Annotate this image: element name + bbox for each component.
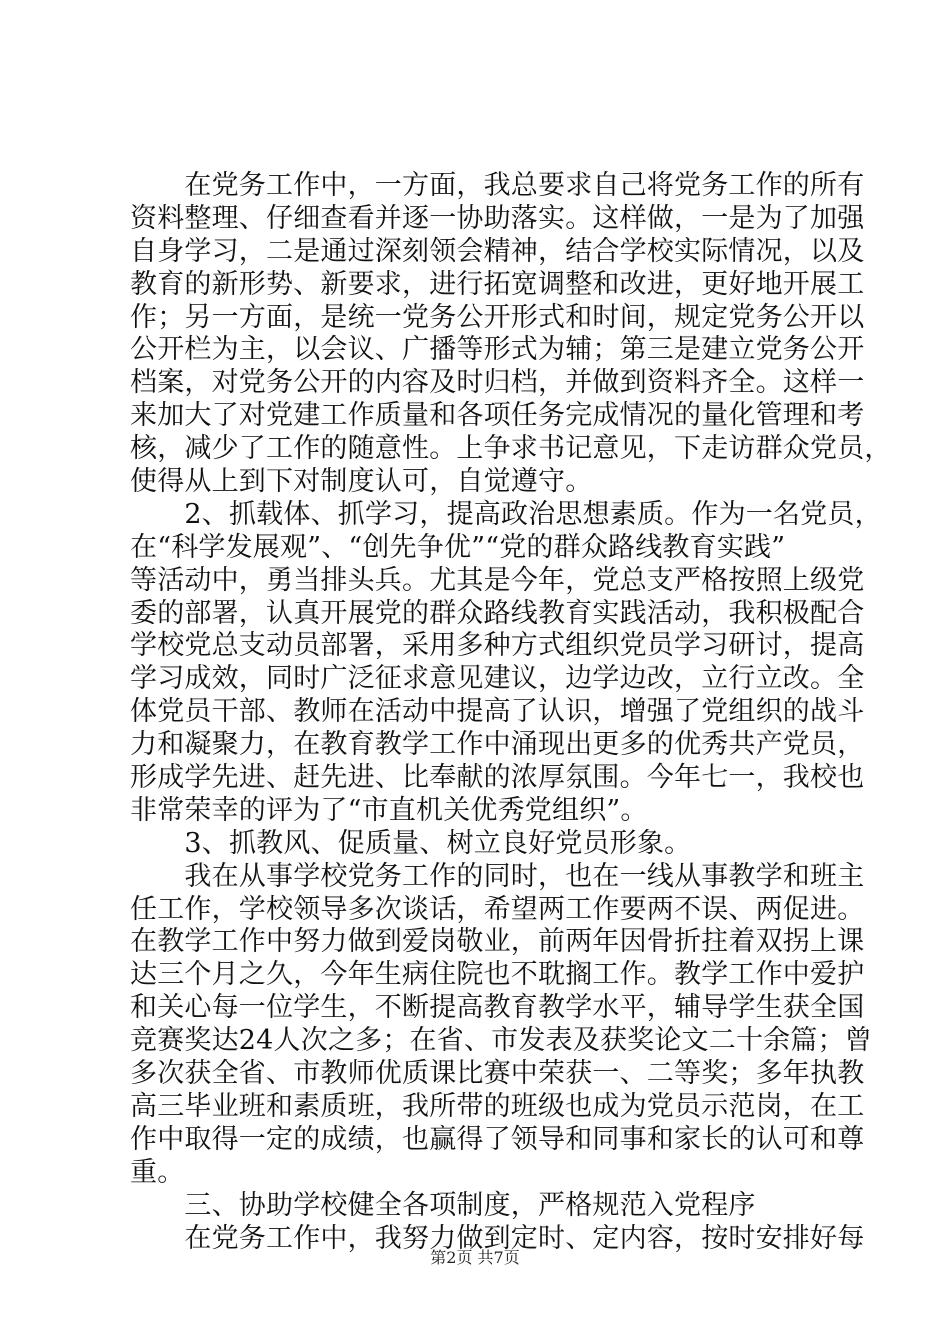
text-line: 任工作，学校领导多次谈话，希望两工作要两不误、两促进。	[130, 893, 865, 925]
text-line: 在教学工作中努力做到爱岗敬业，前两年因骨折拄着双拐上课	[130, 926, 865, 958]
text-line: 委的部署，认真开展党的群众路线教育实践活动，我积极配合	[130, 597, 865, 629]
text-line: 和关心每一位学生，不断提高教育教学水平，辅导学生获全国	[130, 992, 865, 1024]
page-footer	[0, 1245, 950, 1268]
text-line: 我在从事学校党务工作的同时，也在一线从事教学和班主	[130, 860, 865, 892]
text-line: 档案，对党务公开的内容及时归档，并做到资料齐全。这样一	[130, 367, 865, 399]
text-line: 学校党总支动员部署，采用多种方式组织党员学习研讨，提高	[130, 630, 865, 662]
text-line: 在“科学发展观”、“创先争优”“党的群众路线教育实践”	[130, 531, 786, 563]
text-line: 学习成效，同时广泛征求意见建议，边学边改，立行立改。全	[130, 663, 865, 695]
page-number: 第2页 共7页	[430, 1248, 520, 1267]
text-line: 重。	[130, 1156, 185, 1188]
text-line: 等活动中，勇当排头兵。尤其是今年，党总支严格按照上级党	[130, 564, 865, 596]
text-line: 作中取得一定的成绩，也赢得了领导和同事和家长的认可和尊	[130, 1123, 865, 1155]
text-line: 在党务工作中，一方面，我总要求自己将党务工作的所有	[130, 170, 865, 201]
text-line: 自身学习，二是通过深刻领会精神，结合学校实际情况，以及	[130, 235, 865, 267]
text-line: 教育的新形势、新要求，进行拓宽调整和改进，更好地开展工	[130, 268, 865, 300]
text-line: 作；另一方面，是统一党务公开形式和时间，规定党务公开以	[130, 301, 865, 333]
text-line: 公开栏为主，以会议、广播等形式为辅；第三是建立党务公开	[130, 334, 865, 366]
text-line: 体党员干部、教师在活动中提高了认识，增强了党组织的战斗	[130, 696, 865, 728]
section-heading: 三、协助学校健全各项制度，严格规范入党程序	[130, 1189, 756, 1221]
section-heading: 3、抓教风、促质量、树立良好党员形象。	[130, 827, 692, 859]
text-line: 力和凝聚力，在教育教学工作中涌现出更多的优秀共产党员，	[130, 729, 865, 761]
text-line: 达三个月之久，今年生病住院也不耽搁工作。教学工作中爱护	[130, 959, 865, 991]
text-line: 竞赛奖达24人次之多；在省、市发表及获奖论文二十余篇；曾	[130, 1025, 872, 1057]
text-line: 来加大了对党建工作质量和各项任务完成情况的量化管理和考	[130, 400, 865, 432]
text-line: 资料整理、仔细查看并逐一协助落实。这样做，一是为了加强	[130, 202, 865, 234]
text-line: 形成学先进、赶先进、比奉献的浓厚氛围。今年七一，我校也	[130, 762, 865, 794]
text-line: 在党务工作中，我努力做到定时、定内容，按时安排好每	[130, 1222, 865, 1254]
text-line: 非常荣幸的评为了“市直机关优秀党组织”。	[130, 794, 648, 826]
text-line: 多次获全省、市教师优质课比赛中荣获一、二等奖；多年执教	[130, 1058, 865, 1090]
text-line: 核，减少了工作的随意性。上争求书记意见，下走访群众党员，	[130, 433, 892, 465]
text-line: 2、抓载体、抓学习，提高政治思想素质。作为一名党员，	[130, 498, 882, 530]
text-line: 使得从上到下对制度认可，自觉遵守。	[130, 466, 593, 498]
text-line: 高三毕业班和素质班，我所带的班级也成为党员示范岗，在工	[130, 1090, 865, 1122]
document-body	[130, 170, 892, 1255]
